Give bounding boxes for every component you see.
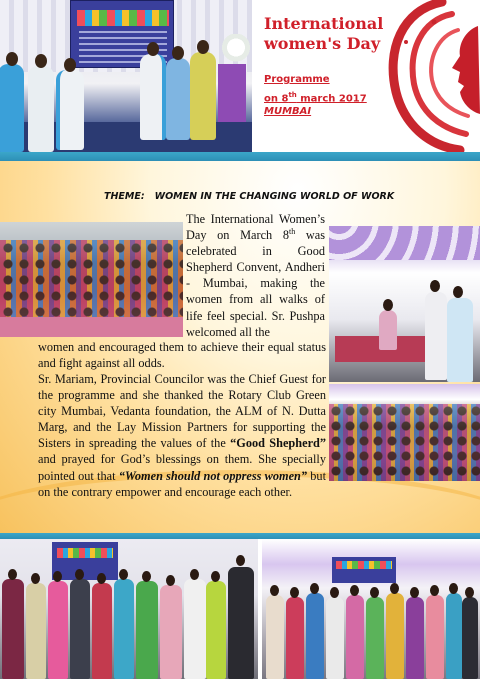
article-paragraph-main bbox=[38, 371, 326, 500]
woman-figure bbox=[190, 52, 216, 140]
person-head bbox=[430, 585, 439, 596]
person-head bbox=[166, 575, 175, 586]
decor-dot bbox=[432, 20, 437, 25]
woman-figure bbox=[166, 58, 190, 140]
audience-photo bbox=[0, 222, 183, 337]
woman-figure bbox=[28, 66, 54, 152]
title-line-1: International bbox=[264, 14, 384, 33]
theme-heading: THEME: WOMEN IN THE CHANGING WORLD OF WORK bbox=[104, 191, 395, 202]
person-figure bbox=[306, 593, 324, 679]
person-head bbox=[290, 587, 299, 598]
audience-crowd bbox=[329, 404, 480, 481]
person-head bbox=[31, 573, 40, 584]
person-figure bbox=[136, 581, 158, 679]
face-silhouette bbox=[452, 26, 480, 114]
person-head bbox=[236, 555, 245, 566]
purple-drapes bbox=[329, 226, 480, 260]
person-head bbox=[310, 583, 319, 594]
article-paragraph-continued bbox=[38, 339, 326, 371]
banner-figures-graphic bbox=[77, 10, 169, 26]
article-text: women and encouraged them to achieve their equal status and fight against all odds. bbox=[38, 340, 326, 371]
event-date-prefix: on 8 bbox=[264, 93, 289, 105]
person-head bbox=[449, 583, 458, 594]
person-head bbox=[390, 583, 399, 594]
article-paragraph-intro bbox=[186, 211, 325, 340]
person-figure bbox=[462, 597, 478, 679]
woman-head bbox=[197, 40, 209, 54]
speaker-figure bbox=[447, 298, 473, 382]
woman-figure bbox=[379, 310, 397, 350]
audience-crowd bbox=[0, 240, 183, 320]
person-figure bbox=[446, 593, 462, 679]
person-figure bbox=[228, 567, 254, 679]
article-ordinal: th bbox=[288, 227, 296, 236]
person-figure bbox=[426, 595, 444, 679]
woman-figure bbox=[140, 54, 166, 140]
woman-figure bbox=[0, 64, 24, 152]
woman-head bbox=[35, 54, 47, 68]
person-head bbox=[330, 587, 339, 598]
person-head bbox=[211, 571, 220, 582]
person-head bbox=[8, 569, 17, 580]
title-line-2: women's Day bbox=[264, 34, 381, 53]
group-photo-right bbox=[262, 539, 480, 679]
person-figure bbox=[366, 597, 384, 679]
person-head bbox=[370, 587, 379, 598]
person-head bbox=[270, 585, 279, 596]
person-figure bbox=[184, 579, 206, 679]
woman-figure bbox=[56, 70, 84, 150]
header-group-photo bbox=[0, 0, 252, 152]
article-text: The International Women’s Day on March 8 bbox=[186, 212, 325, 243]
person-figure bbox=[286, 597, 304, 679]
person-head bbox=[350, 585, 359, 596]
article-text: but on the contrary empower and encourage each other. bbox=[38, 468, 326, 499]
group-photo-left bbox=[0, 539, 258, 679]
person-figure bbox=[48, 581, 68, 679]
event-city: MUMBAI bbox=[264, 106, 312, 117]
person-figure bbox=[346, 595, 364, 679]
person-head bbox=[75, 569, 84, 580]
woman-profile-illustration bbox=[382, 0, 480, 152]
person-figure bbox=[2, 579, 24, 679]
page-title bbox=[264, 14, 394, 54]
person-head bbox=[119, 569, 128, 580]
person-figure bbox=[70, 579, 90, 679]
person-figure bbox=[326, 597, 344, 679]
event-date-ordinal: th bbox=[288, 91, 297, 99]
speaker-head bbox=[453, 286, 463, 298]
person-figure bbox=[92, 583, 112, 679]
person-head bbox=[97, 573, 106, 584]
person-figure bbox=[386, 593, 404, 679]
article-quote: “Women should not oppress women” bbox=[118, 468, 308, 483]
programme-label: Programme bbox=[264, 74, 330, 85]
person-figure bbox=[266, 595, 284, 679]
woman-figure bbox=[425, 292, 447, 380]
person-figure bbox=[406, 597, 424, 679]
speaker-photo bbox=[329, 226, 480, 382]
woman-head bbox=[64, 58, 76, 72]
person-figure bbox=[160, 585, 182, 679]
person-head bbox=[53, 571, 62, 582]
header-title-panel bbox=[252, 0, 480, 152]
audience-photo-2 bbox=[329, 384, 480, 481]
banner-figures-graphic bbox=[336, 561, 392, 569]
event-date-suffix: march 2017 bbox=[296, 93, 367, 105]
woman-head bbox=[172, 46, 184, 60]
person-head bbox=[410, 587, 419, 598]
article-emphasis-bold: “Good Shepherd” bbox=[230, 436, 327, 451]
header-divider bbox=[0, 152, 480, 161]
woman-head bbox=[383, 299, 393, 311]
flower-stand bbox=[218, 64, 246, 130]
person-figure bbox=[206, 581, 226, 679]
floor-mat bbox=[0, 317, 183, 337]
person-head bbox=[465, 587, 474, 598]
woman-head bbox=[147, 42, 159, 56]
person-head bbox=[142, 571, 151, 582]
flower-bouquet bbox=[222, 34, 250, 64]
decor-dot bbox=[420, 130, 424, 134]
person-figure bbox=[26, 583, 46, 679]
banner-figures-graphic bbox=[57, 548, 113, 558]
article-text: Sr. Mariam, Provincial Councilor was the Chief Guest for the programme and she thanked the Rotary Club Green city Mumbai, Vedanta foundation, the ALM of N. Dutta Marg, and the Lay Mission Partners for supporting the Sisters in spreading the values of the bbox=[38, 372, 326, 451]
decor-dot bbox=[404, 40, 408, 44]
person-figure bbox=[114, 579, 134, 679]
woman-head bbox=[430, 280, 440, 292]
article-text: was celebrated in Good Shepherd Convent, Andheri - Mumbai, making the women from all walks of life feel special. Sr. Pushpa welcomed all the bbox=[186, 228, 325, 339]
person-head bbox=[190, 569, 199, 580]
event-banner-image bbox=[332, 557, 396, 583]
article-text: and prayed for God’s blessings on them. She specially pointed out that bbox=[38, 452, 326, 483]
woman-head bbox=[6, 52, 18, 66]
